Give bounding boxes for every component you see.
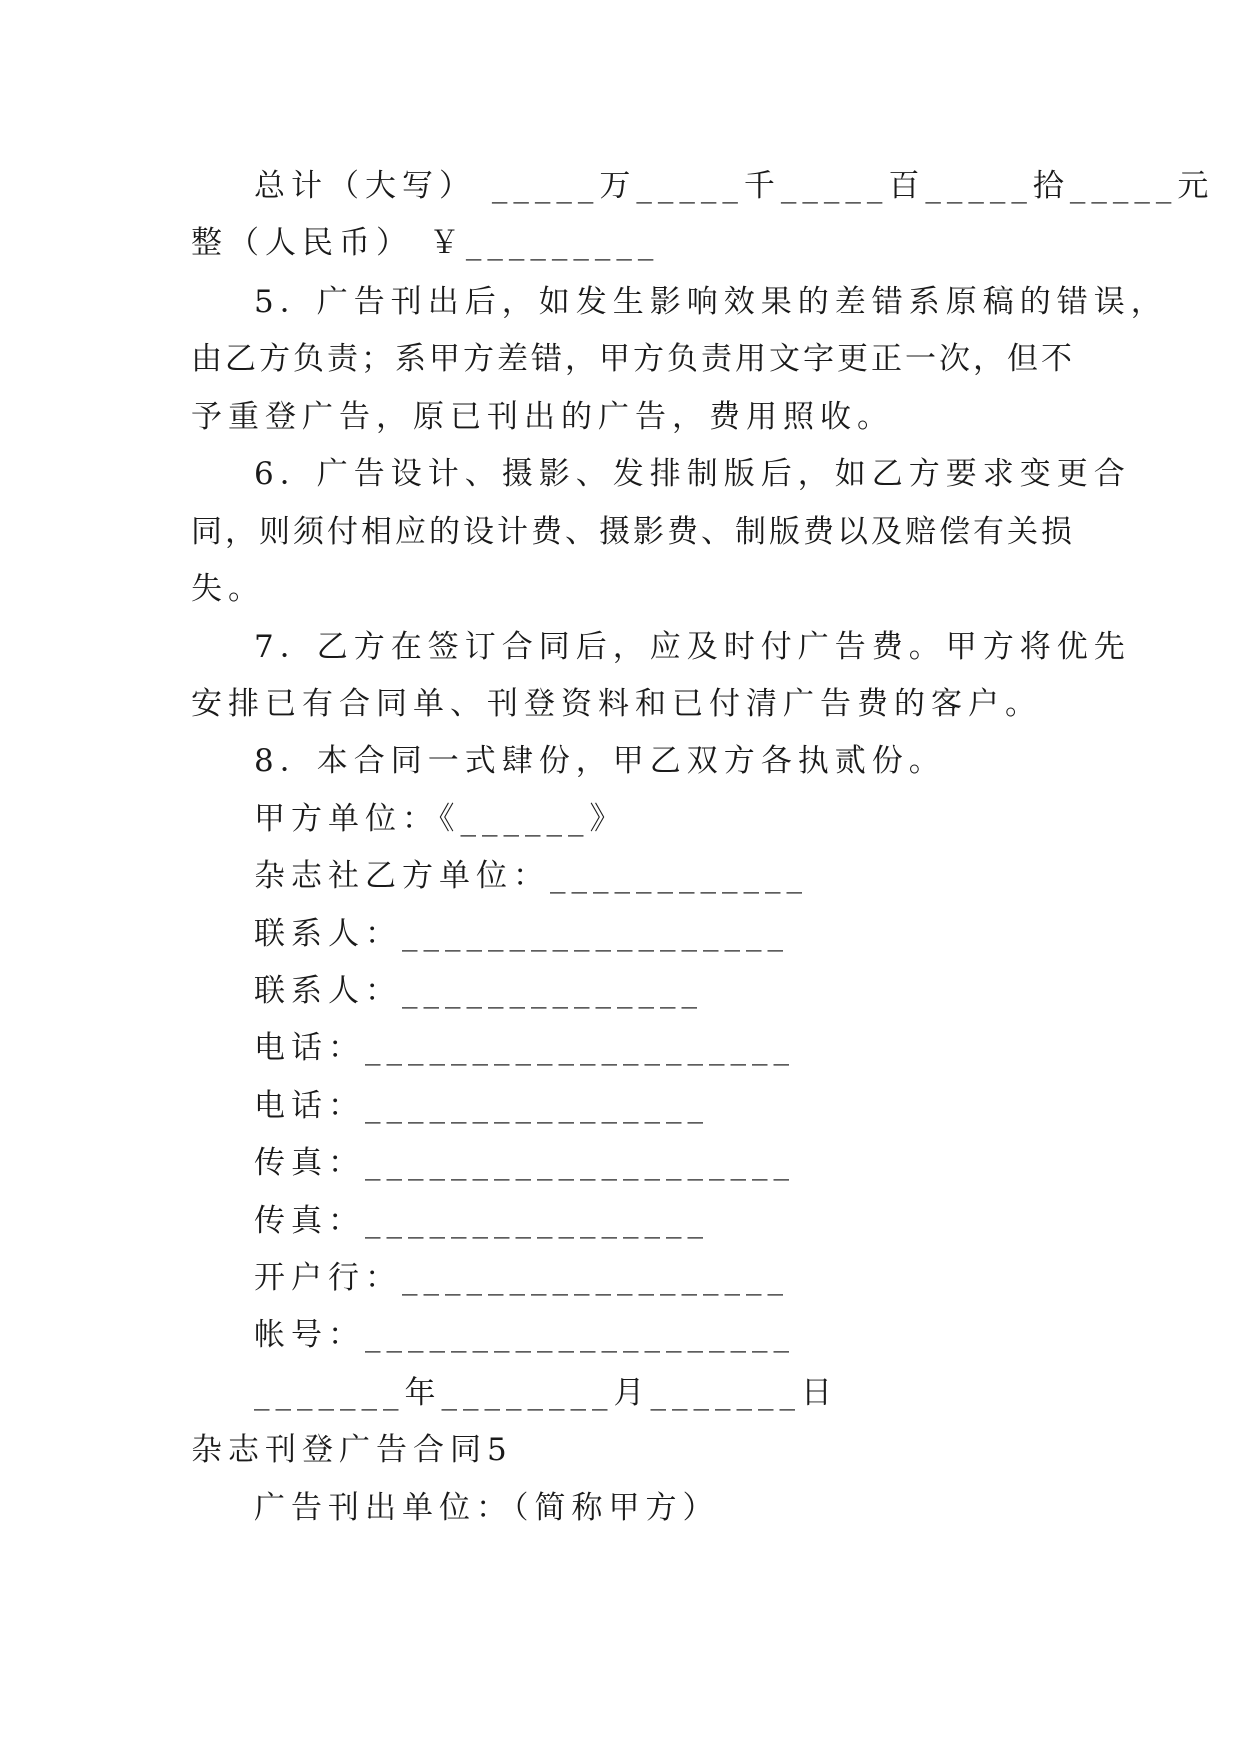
clause-5-line-1: 5．广告刊出后，如发生影响效果的差错系原稿的错误， bbox=[254, 284, 1168, 320]
bank-field: 开户行：__________________ bbox=[254, 1260, 789, 1296]
publisher-unit-line: 广告刊出单位：（简称甲方） bbox=[254, 1490, 720, 1526]
clause-6-line-3: 失。 bbox=[191, 571, 265, 607]
contact-person-field-b: 联系人：______________ bbox=[254, 973, 703, 1009]
party-b-unit-field: 杂志社乙方单位：____________ bbox=[254, 858, 808, 894]
clause-8-line: 8．本合同一式肆份，甲乙双方各执贰份。 bbox=[254, 743, 946, 779]
fax-field-a: 传真：____________________ bbox=[254, 1145, 795, 1181]
party-a-unit-field: 甲方单位：《______》 bbox=[254, 801, 627, 837]
phone-field-b: 电话：________________ bbox=[254, 1088, 709, 1124]
clause-6-line-1: 6．广告设计、摄影、发排制版后，如乙方要求变更合 bbox=[254, 456, 1131, 492]
total-amount-rmb-line: 整（人民币） ￥_________ bbox=[191, 225, 660, 261]
fax-field-b: 传真：________________ bbox=[254, 1203, 709, 1239]
clause-5-line-3: 予重登广告，原已刊出的广告，费用照收。 bbox=[191, 399, 894, 435]
contact-person-field-a: 联系人：__________________ bbox=[254, 916, 789, 952]
date-field: _______年________月_______日 bbox=[254, 1375, 838, 1411]
phone-field-a: 电话：____________________ bbox=[254, 1030, 795, 1066]
clause-7-line-1: 7．乙方在签订合同后，应及时付广告费。甲方将优先 bbox=[254, 629, 1131, 665]
account-number-field: 帐号：____________________ bbox=[254, 1317, 795, 1353]
clause-7-line-2: 安排已有合同单、刊登资料和已付清广告费的客户。 bbox=[191, 686, 1042, 722]
total-amount-capital-line: 总计（大写） _____万_____千_____百_____拾_____元 bbox=[254, 168, 1215, 204]
clause-5-line-2: 由乙方负责；系甲方差错，甲方负责用文字更正一次，但不 bbox=[191, 341, 1075, 377]
section-title: 杂志刊登广告合同5 bbox=[191, 1432, 513, 1468]
clause-6-line-2: 同，则须付相应的设计费、摄影费、制版费以及赔偿有关损 bbox=[191, 514, 1075, 550]
